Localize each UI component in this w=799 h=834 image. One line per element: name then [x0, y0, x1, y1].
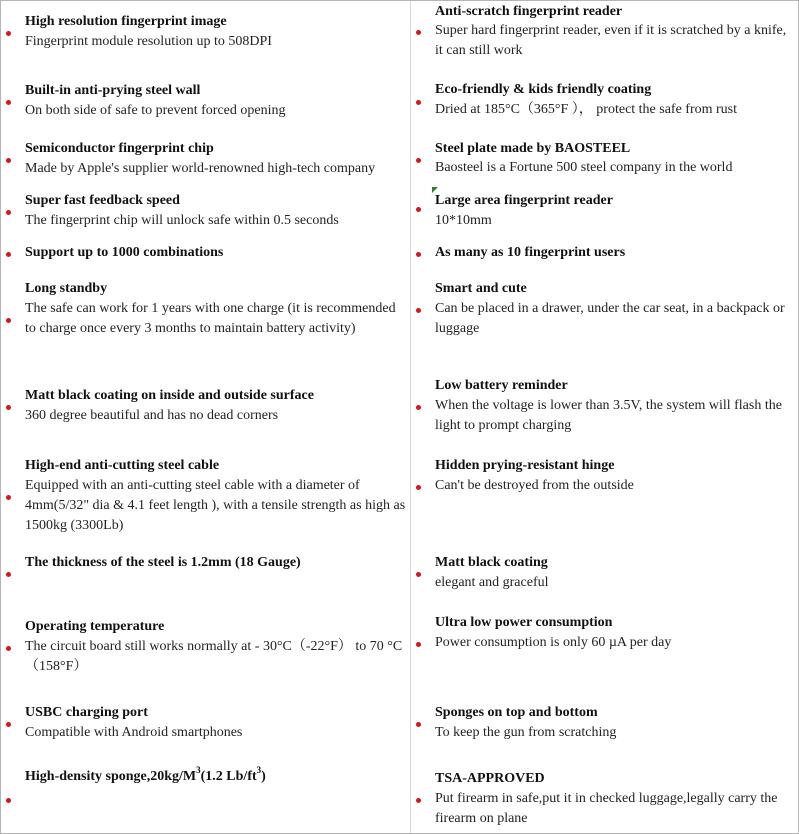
- feature-title: As many as 10 fingerprint users: [435, 245, 626, 260]
- feature-description: To keep the gun from scratching: [435, 725, 617, 740]
- feature-title: Long standby: [25, 281, 108, 296]
- feature-title: Smart and cute: [435, 281, 527, 296]
- bullet-icon: [416, 798, 421, 803]
- feature-title: Matt black coating: [435, 555, 548, 570]
- feature-title: Built-in anti-prying steel wall: [25, 83, 201, 98]
- bullet-icon: [416, 485, 421, 490]
- feature-title: Operating temperature: [25, 619, 165, 634]
- feature-description: Can't be destroyed from the outside: [435, 478, 634, 493]
- feature-title: Ultra low power consumption: [435, 615, 613, 630]
- sponge-text: (1.2 Lb/ft: [200, 769, 257, 784]
- bullet-icon: [416, 252, 421, 257]
- feature-description: Put firearm in safe,put it in checked luggage,legally carry the firearm on plane: [435, 791, 778, 826]
- bullet-icon: [6, 495, 11, 500]
- feature-title: [25, 767, 266, 787]
- feature-title: Steel plate made by BAOSTEEL: [435, 141, 631, 156]
- feature-title: Eco-friendly & kids friendly coating: [435, 82, 652, 97]
- bullet-icon: [416, 207, 421, 212]
- feature-description: Baosteel is a Fortune 500 steel company in the world: [435, 160, 733, 175]
- bullet-icon: [6, 210, 11, 215]
- feature-description: 360 degree beautiful and has no dead corners: [25, 408, 279, 423]
- feature-description: Power consumption is only 60 µA per day: [435, 635, 672, 650]
- feature-description: On both side of safe to prevent forced opening: [25, 103, 286, 118]
- bullet-icon: [6, 722, 11, 727]
- feature-title: Low battery reminder: [435, 378, 568, 393]
- feature-description: Dried at 185°C（365°F ）， protect the safe from rust: [435, 102, 738, 117]
- column-divider: [410, 1, 411, 833]
- feature-title: Support up to 1000 combinations: [25, 245, 224, 260]
- feature-description: Compatible with Android smartphones: [25, 725, 243, 740]
- bullet-icon: [6, 405, 11, 410]
- sponge-text: High-density sponge,20kg/M: [25, 769, 197, 784]
- feature-description: 10*10mm: [435, 213, 492, 228]
- feature-description: The circuit board still works normally at - 30°C（-22°F） to 70 °C（158°F）: [25, 639, 403, 674]
- bullet-icon: [6, 100, 11, 105]
- feature-description: elegant and graceful: [435, 575, 549, 590]
- bullet-icon: [6, 798, 11, 803]
- bullet-icon: [6, 31, 11, 36]
- bullet-icon: [416, 100, 421, 105]
- feature-title: Super fast feedback speed: [25, 193, 180, 208]
- feature-title: Anti-scratch fingerprint reader: [435, 4, 623, 19]
- bullet-icon: [416, 405, 421, 410]
- feature-title: High resolution fingerprint image: [25, 14, 227, 29]
- bullet-icon: [416, 722, 421, 727]
- bullet-icon: [6, 646, 11, 651]
- feature-title: USBC charging port: [25, 705, 148, 720]
- bullet-icon: [416, 308, 421, 313]
- bullet-icon: [6, 318, 11, 323]
- feature-description: When the voltage is lower than 3.5V, the system will flash the light to prompt charging: [435, 398, 782, 433]
- superscript: 3: [256, 765, 262, 776]
- feature-title: High-end anti-cutting steel cable: [25, 458, 220, 473]
- feature-description: Can be placed in a drawer, under the car seat, in a backpack or luggage: [435, 301, 785, 336]
- feature-title: The thickness of the steel is 1.2mm (18 Gauge): [25, 555, 301, 570]
- bullet-icon: [6, 158, 11, 163]
- bullet-icon: [416, 30, 421, 35]
- feature-description: Super hard fingerprint reader, even if it is scratched by a knife, it can still work: [435, 23, 787, 58]
- bullet-icon: [416, 572, 421, 577]
- bullet-icon: [416, 158, 421, 163]
- bullet-icon: [6, 572, 11, 577]
- feature-description: Fingerprint module resolution up to 508DPI: [25, 34, 272, 49]
- feature-title: Large area fingerprint reader: [435, 193, 613, 208]
- feature-description: The safe can work for 1 years with one charge (it is recommended to charge once every 3 months to maintain battery activity): [25, 301, 396, 336]
- feature-title: Sponges on top and bottom: [435, 705, 598, 720]
- feature-description: Made by Apple's supplier world-renowned high-tech company: [25, 161, 376, 176]
- feature-title: Matt black coating on inside and outside surface: [25, 388, 314, 403]
- sponge-text: ): [261, 769, 266, 784]
- feature-title: TSA-APPROVED: [435, 771, 545, 786]
- feature-title: Semiconductor fingerprint chip: [25, 141, 214, 156]
- feature-title: Hidden prying-resistant hinge: [435, 458, 615, 473]
- feature-description: The fingerprint chip will unlock safe within 0.5 seconds: [25, 213, 339, 228]
- feature-description: Equipped with an anti-cutting steel cable with a diameter of 4mm(5/32" dia & 4.1 feet length ), with a tensile strength as high as 1500kg (3300Lb): [25, 478, 406, 533]
- bullet-icon: [6, 252, 11, 257]
- superscript: 3: [196, 765, 201, 776]
- bullet-icon: [416, 642, 421, 647]
